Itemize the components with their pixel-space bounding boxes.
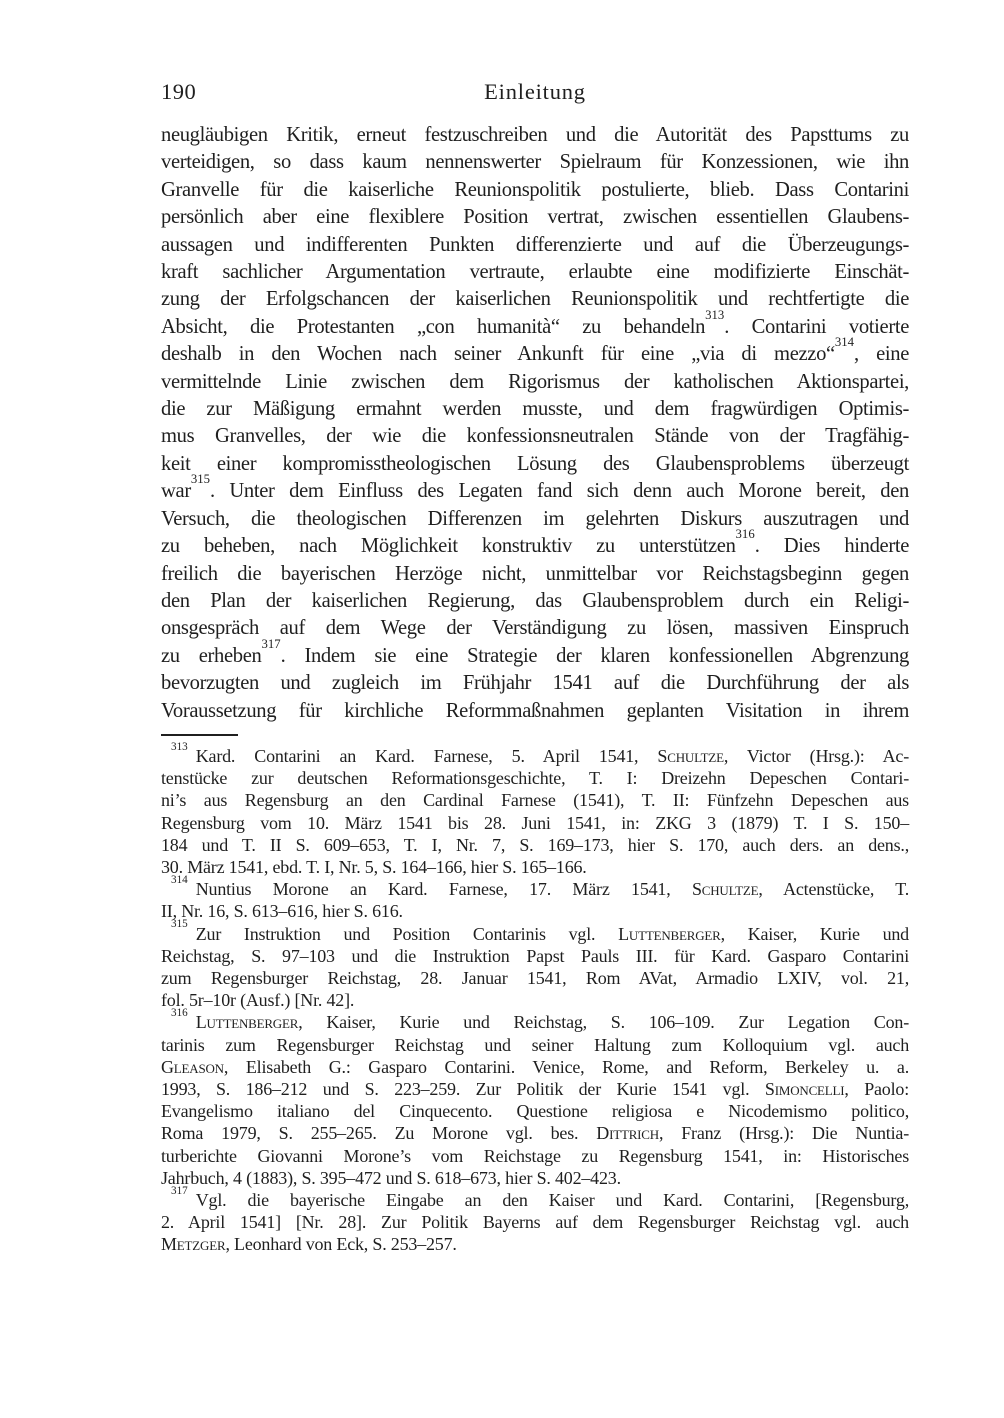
footnote-line: II, Nr. 16, S. 613–616, hier S. 616. [161, 901, 403, 922]
body-line: Absicht, die Protestanten „con humanità“ zu behandeln$^{313}$. Contarini votierte [161, 307, 909, 338]
footnotes-section [161, 740, 909, 1256]
footnote-line: fol. 5r–10r (Ausf.) [Nr. 42]. [161, 990, 355, 1011]
author-name-smallcaps: Metzger [161, 1234, 226, 1255]
footnote-line: $^{316}$ Luttenberger, Kaiser, Kurie und Reichstag, S. 106–109. Zur Legation Con- [171, 1007, 909, 1033]
footnote-marker: 313 [171, 740, 188, 753]
body-line: die zur Mäßigung ermahnt werden musste, und dem fragwürdigen Optimis- [161, 398, 909, 421]
footnote-marker: 314 [834, 335, 854, 350]
body-line: persönlich aber eine flexiblere Position vertrat, zwischen essentiellen Glaubens- [161, 206, 909, 229]
footnote-line: 2. April 1541] [Nr. 28]. Zur Politik Bayerns auf dem Regensburger Reichstag vgl. auch [161, 1212, 909, 1233]
author-name-smallcaps: Luttenberger [618, 923, 721, 944]
footnote-line: $^{317}$ Vgl. die bayerische Eingabe an den Kaiser und Kard. Contarini, [Regensburg, [171, 1184, 909, 1211]
footnote-line: Reichstag, S. 97–103 und die Instruktion Papst Pauls III. für Kard. Gasparo Contarini [161, 945, 909, 966]
footnote-316 [161, 1007, 909, 1189]
body-line: vermittelnde Linie zwischen dem Rigorismus der katholischen Aktionspartei, [161, 370, 909, 393]
body-line: war$^{315}$. Unter dem Einfluss des Legaten fand sich denn auch Morone bereit, den [161, 472, 909, 503]
footnote-line: Metzger, Leonhard von Eck, S. 253–257. [161, 1234, 457, 1255]
body-line: aussagen und indifferenten Punkten differenzierte und auf die Überzeugungs- [161, 233, 909, 256]
footnote-line: Jahrbuch, 4 (1883), S. 395–472 und S. 618–673, hier S. 402–423. [161, 1167, 621, 1188]
body-line: zung der Erfolgschancen der kaiserlichen Reunionspolitik und rechtfertigte die [161, 288, 909, 311]
body-line: Voraussetzung für kirchliche Reformmaßnahmen geplanten Visitation in ihrem [161, 699, 909, 722]
footnote-line: 30. März 1541, ebd. T. I, Nr. 5, S. 164–166, hier S. 165–166. [161, 857, 587, 878]
author-name-smallcaps: Schultze [657, 746, 724, 766]
body-line: onsgespräch auf dem Wege der Verständigung zu lösen, massiven Einspruch [161, 617, 909, 640]
body-line: zu erheben$^{317}$. Indem sie eine Strategie der klaren konfessionellen Abgrenzung [161, 636, 909, 667]
footnote-marker: 317 [171, 1184, 188, 1197]
footnote-line: 1993, S. 186–212 und S. 223–259. Zur Politik der Kurie 1541 vgl. Simoncelli, Paolo: [161, 1079, 909, 1100]
author-name-smallcaps: Simoncelli [764, 1079, 845, 1100]
footnote-line: 184 und T. II S. 609–653, T. I, Nr. 7, S. 169–173, hier S. 170, auch ders. an dens., [161, 834, 909, 855]
footnote-line: tarinis zum Regensburger Reichstag und seiner Haltung zum Kolloquium vgl. auch [161, 1034, 909, 1055]
footnote-line: Roma 1979, S. 255–265. Zu Morone vgl. bes. Dittrich, Franz (Hrsg.): Die Nuntia- [161, 1123, 909, 1144]
author-name-smallcaps: Gleason [161, 1056, 224, 1077]
footnote-315 [161, 918, 909, 1012]
footnote-line: $^{315}$ Zur Instruktion und Position Contarinis vgl. Luttenberger, Kaiser, Kurie und [171, 918, 909, 944]
body-line: kraft sachlicher Argumentation vertraute, erlaubte eine modifizierte Einschät- [161, 261, 909, 284]
footnote-line: $^{314}$ Nuntius Morone an Kard. Farnese, 17. März 1541, Schultze, Actenstücke, T. [171, 873, 909, 900]
body-line: neugläubigen Kritik, erneut festzuschreiben und die Autorität des Papsttums zu [161, 124, 909, 146]
footnote-line: turberichte Giovanni Morone’s vom Reichstage zu Regensburg 1541, in: Historisches [161, 1145, 909, 1166]
body-line: keit einer kompromisstheologischen Lösung des Glaubensproblems überzeugt [161, 452, 909, 475]
author-name-smallcaps: Schultze [691, 879, 759, 900]
footnote-313 [161, 740, 909, 878]
footnote-marker: 316 [735, 527, 755, 542]
footnote-line: ni’s aus Regensburg an den Cardinal Farnese (1541), T. II: Fünfzehn Depeschen aus [161, 790, 909, 811]
footnote-314 [161, 873, 909, 922]
footnote-line: Evangelismo italiano del Cinquecento. Questione religiosa e Nicodemismo politico, [161, 1101, 909, 1122]
page-header [161, 79, 909, 107]
footnote-line: Regensburg vom 10. März 1541 bis 28. Juni 1541, in: ZKG 3 (1879) T. I S. 150– [161, 812, 909, 833]
body-line: deshalb in den Wochen nach seiner Ankunft für eine „via di mezzo“$^{314}$, eine [161, 335, 910, 366]
footnote-marker: 315 [190, 472, 210, 487]
author-name-smallcaps: Luttenberger [195, 1012, 299, 1033]
body-line: freilich die bayerischen Herzöge nicht, unmittelbar vor Reichstagsbeginn gegen [161, 562, 909, 585]
footnote-marker: 316 [171, 1007, 188, 1020]
author-name-smallcaps: Dittrich [596, 1123, 659, 1144]
body-line: Versuch, die theologischen Differenzen im gelehrten Diskurs auszutragen und [161, 507, 909, 530]
body-paragraph [161, 122, 909, 725]
footnote-marker: 314 [171, 873, 188, 886]
body-line: Granvelle für die kaiserliche Reunionspolitik postulierte, blieb. Dass Contarini [161, 178, 909, 201]
body-line: den Plan der kaiserlichen Regierung, das Glaubensproblem durch ein Religi- [161, 589, 909, 612]
footnote-line: tenstücke zur deutschen Reformationsgeschichte, T. I: Dreizehn Depeschen Contari- [161, 768, 909, 789]
body-line: bevorzugten und zugleich im Frühjahr 1541 auf die Durchführung der als [161, 672, 909, 695]
footnote-separator [161, 734, 238, 736]
footnote-317 [161, 1184, 909, 1256]
footnote-marker: 315 [171, 918, 188, 931]
footnote-line: Gleason, Elisabeth G.: Gasparo Contarini. Venice, Rome, and Reform, Berkeley u. a. [161, 1056, 909, 1077]
footnote-line: $^{313}$ Kard. Contarini an Kard. Farnese, 5. April 1541, Schultze, Victor (Hrsg.): Ac- [171, 740, 909, 766]
page-number: 190 [161, 79, 197, 104]
body-line: mus Granvelles, der wie die konfessionsneutralen Stände von der Tragfähig- [161, 425, 909, 448]
body-line: verteidigen, so dass kaum nennenswerter Spielraum für Konzessionen, wie ihn [161, 151, 909, 174]
body-line: zu beheben, nach Möglichkeit konstruktiv zu unterstützen$^{316}$. Dies hinderte [161, 527, 909, 558]
running-title: Einleitung [484, 79, 586, 104]
footnote-marker: 317 [261, 636, 281, 651]
footnote-line: zum Regensburger Reichstag, 28. Januar 1541, Rom AVat, Armadio LXIV, vol. 21, [161, 968, 909, 989]
footnote-marker: 313 [705, 307, 725, 322]
